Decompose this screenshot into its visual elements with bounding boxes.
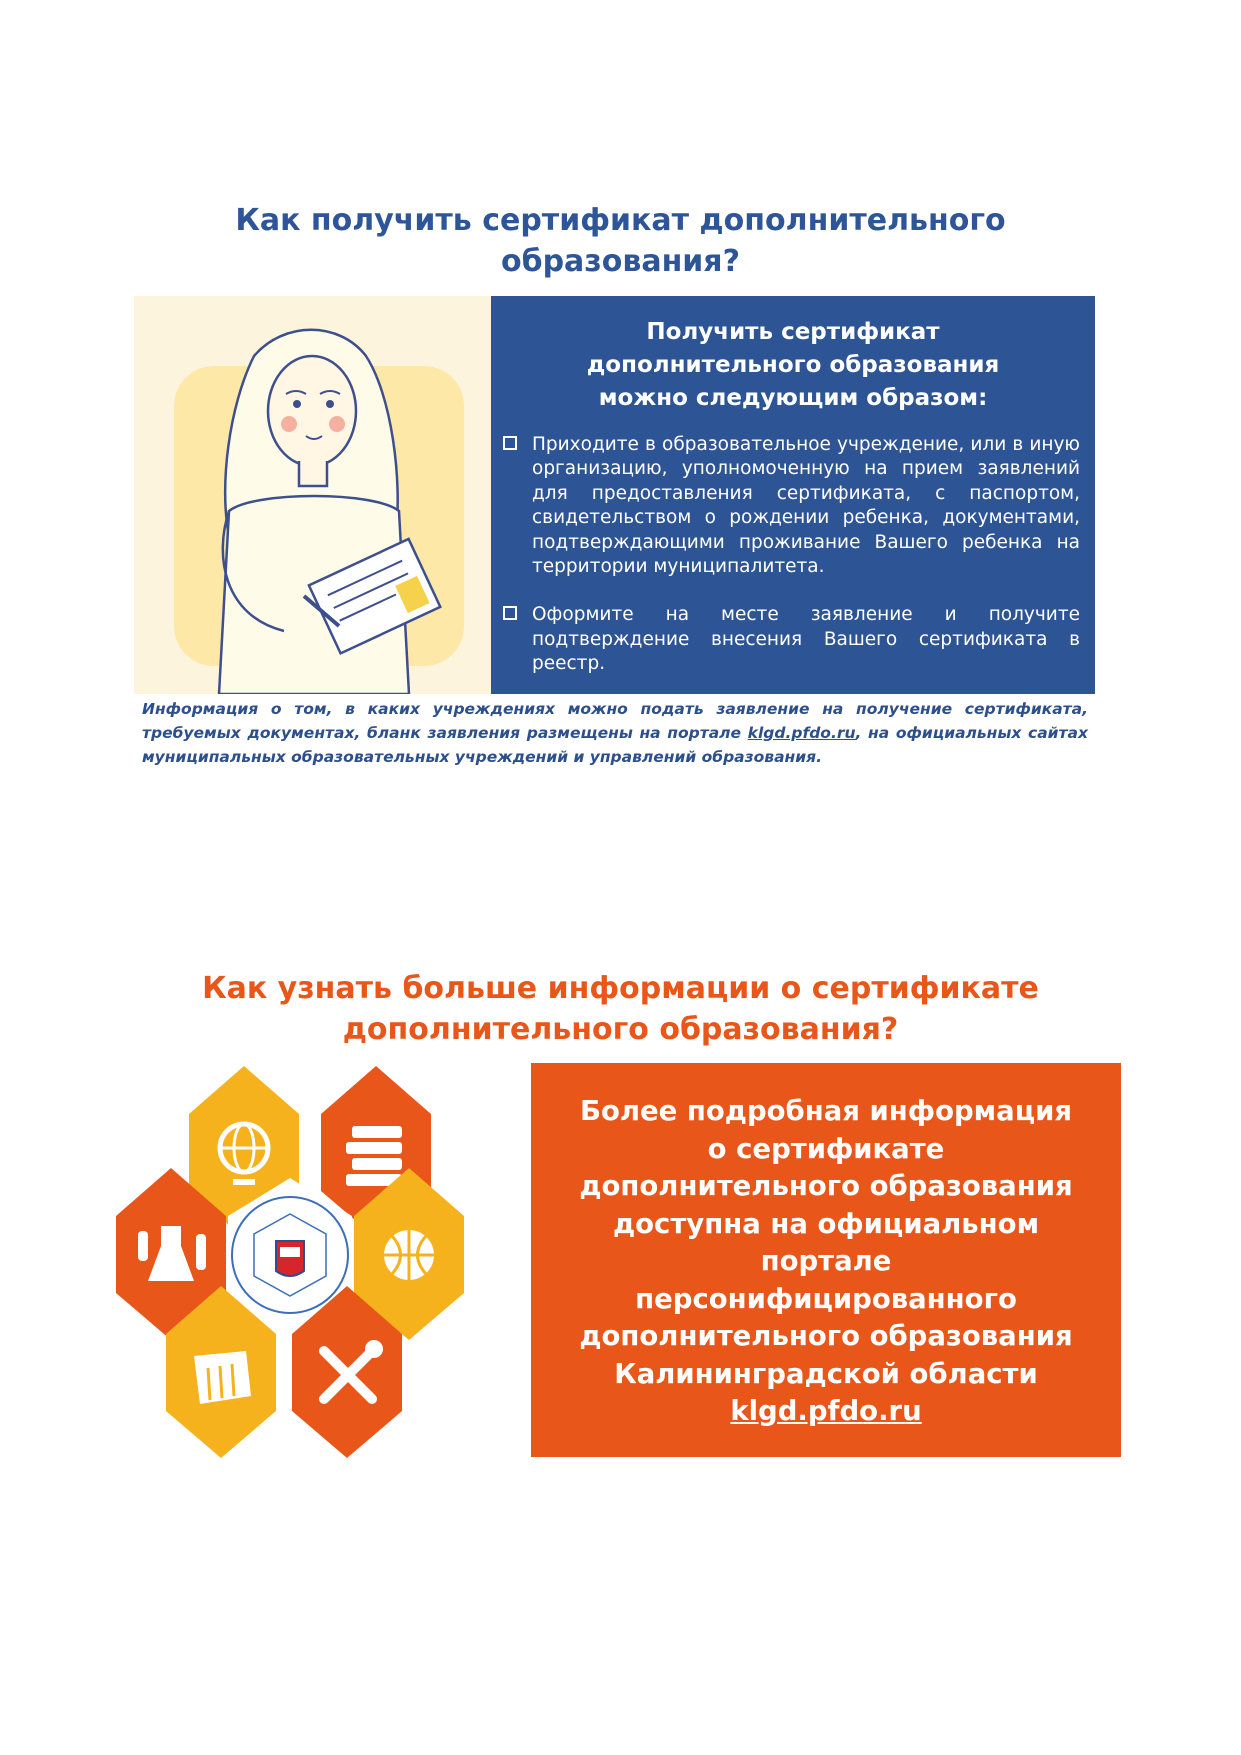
checkbox-icon [503,436,517,450]
info-note [142,697,1088,769]
list-item [503,603,1080,676]
section1-title-line2: образования? [501,244,740,279]
info-line: дополнительного образования [579,1320,1073,1352]
step-text: Оформите на месте заявление и получите подтверждение внесения Вашего сертификата в реестр. [532,604,1080,675]
section2-title-line1: Как узнать больше информации о сертификате [202,971,1039,1006]
note-text-before: Информация о том, в каких учреждениях можно подать заявление на получение сертификата, требуемых документах, бланк заявления размещены на портале [142,700,1088,742]
hexagon-graphic [116,1066,524,1458]
how-to-get-heading [491,316,1095,415]
how-to-get-box [491,296,1095,694]
more-info-text [531,1093,1121,1431]
more-info-box [531,1063,1121,1457]
step-text: Приходите в образовательное учреждение, или в иную организацию, уполномоченную на прием заявлений для предоставления сертификата, с паспортом, свидетельством о рождении ребенка, документами, подтверждающими проживание Вашего ребенка на территории муниципалитета. [532,434,1080,578]
steps-list [503,433,1080,701]
section1-title-line1: Как получить сертификат дополнительного [235,203,1006,238]
info-line: персонифицированного [635,1282,1017,1315]
portal-link[interactable]: klgd.pfdo.ru [747,724,856,742]
note-text-after: , на официальных сайтах муниципальных образовательных учреждений и управлений образования. [142,724,1088,766]
section2-title [0,968,1241,1050]
section2-title-line2: дополнительного образования? [342,1012,899,1047]
info-line: о сертификате [707,1132,945,1165]
list-item [503,433,1080,579]
how-to-get-panel [134,296,1095,694]
section1-title [0,200,1241,282]
info-line: Более подробная информация [579,1095,1073,1127]
info-line: доступна на официальном [612,1207,1040,1240]
heading-line2: дополнительного образования [586,352,1000,378]
woman-writing-illustration [134,296,491,694]
info-line: портале [760,1245,892,1277]
heading-line1: Получить сертификат [646,319,940,345]
checkbox-icon [503,606,517,620]
info-line: дополнительного образования [579,1170,1073,1202]
heading-line3: можно следующим образом: [598,385,988,411]
info-line: Калининградской области [614,1357,1038,1390]
portal-link-large[interactable]: klgd.pfdo.ru [730,1395,922,1427]
